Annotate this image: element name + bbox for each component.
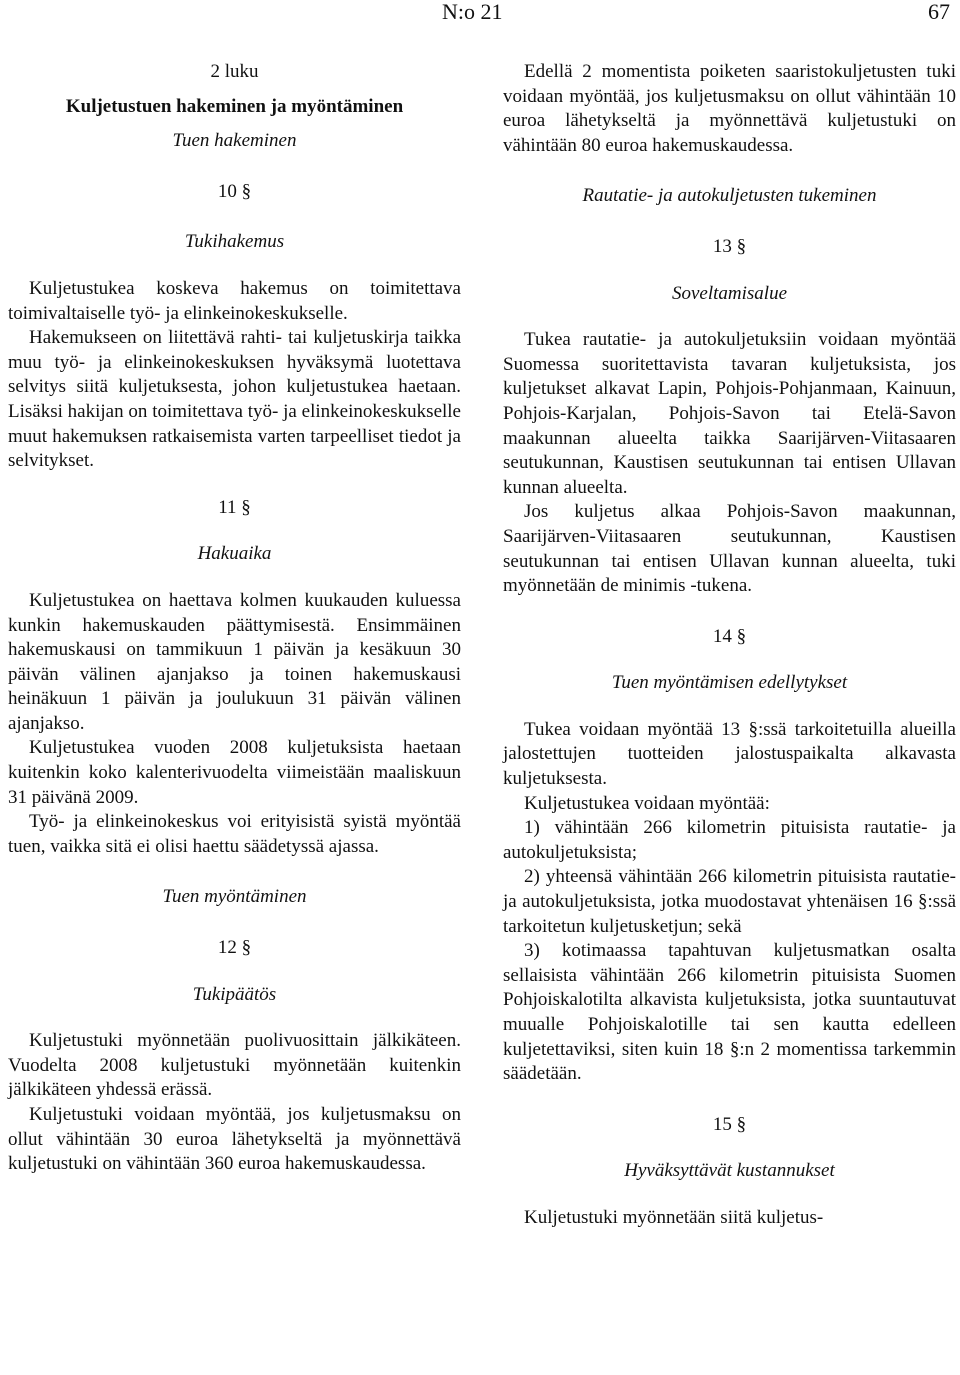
paragraph: Työ- ja elinkeinokeskus voi erityisistä syistä myöntää tuen, vaikka sitä ei olisi haettu säädetyssä ajassa. bbox=[8, 811, 461, 857]
section-number: 11 § bbox=[218, 496, 251, 518]
paragraph: Kuljetustuki myönnetään puolivuosittain jälkikäteen. Vuodelta 2008 kuljetustuki myönnetään kuitenkin jälkikäteen yhdessä erässä. bbox=[8, 1030, 461, 1101]
paragraph: Kuljetustukea koskeva hakemus on toimitettava toimivaltaiselle työ- ja elinkeinokeskukselle. bbox=[8, 277, 461, 324]
paragraph: Jos kuljetus alkaa Pohjois-Savon maakunnan, Saarijärven-Viitasaaren seutukunnan, Kaustisen seutukunnan tai entisen Ullavan kunnan alueelta, tuki myönnetään de minimis -tukena. bbox=[503, 501, 956, 597]
section-number: 14 § bbox=[712, 625, 747, 647]
paragraph: Kuljetustukea voidaan myöntää: bbox=[524, 792, 770, 814]
section-title: Tukihakemus bbox=[184, 231, 285, 253]
section-title: Tuen myöntämisen edellytykset bbox=[611, 672, 848, 694]
paragraph: Kuljetustukea vuoden 2008 kuljetuksista haetaan kuitenkin koko kalenterivuodelta viimeistään maaliskuun 31 päivänä 2009. bbox=[8, 737, 461, 808]
section-number: 13 § bbox=[712, 235, 747, 257]
journal-number: N:o 21 bbox=[442, 0, 503, 24]
section-title: Tukipäätös bbox=[192, 983, 277, 1005]
left-column bbox=[8, 60, 461, 1177]
paragraph: Hakemukseen on liitettävä rahti- tai kuljetuskirja taikka muu työ- ja elinkeinokeskuksen hyväksymä luotettava selvitys siitä kuljetuksesta, johon kuljetustukea haetaan. Lisäksi hakijan on toimitettava työ- ja elinkeinokeskukselle muut hakemuksen ratkaisemista varten tarpeelliset tiedot ja selvitykset. bbox=[8, 327, 461, 472]
section-number: 15 § bbox=[712, 1113, 747, 1135]
section-group-heading: Tuen myöntäminen bbox=[162, 886, 307, 908]
paragraph: Tukea voidaan myöntää 13 §:ssä tarkoitetuilla alueilla jalostettujen tuotteiden jalostuspaikalta alkavasta kuljetuksesta. bbox=[503, 718, 956, 790]
page-header bbox=[0, 0, 960, 30]
paragraph: Kuljetustukea on haettava kolmen kuukauden kuluessa kunkin hakemuskauden päättymisestä. Ensimmäinen hakemuskausi on tammikuun 1 päivän ja kesäkuun 30 päivän välinen ajanjakso ja toinen hakemuskausi heinäkuun 1 päivän ja joulukuun 31 päivän välinen ajanjakso. bbox=[8, 589, 461, 734]
section-group-heading: Rautatie- ja autokuljetusten tukeminen bbox=[582, 185, 877, 207]
paragraph: Kuljetustuki myönnetään siitä kuljetus- bbox=[524, 1206, 824, 1228]
section-number: 10 § bbox=[217, 180, 252, 202]
right-column bbox=[503, 60, 956, 1231]
paragraph: Edellä 2 momentista poiketen saaristokuljetusten tuki voidaan myöntää, jos kuljetusmaksu on ollut vähintään 10 euroa lähetykseltä ja myönnettävä kuljetustuki on vähintään 80 euroa hakemuskaudessa. bbox=[503, 61, 956, 156]
paragraph: Kuljetustuki voidaan myöntää, jos kuljetusmaksu on ollut vähintään 30 euroa lähetykseltä ja myönnettävä kuljetustuki on vähintään 360 euroa hakemuskaudessa. bbox=[8, 1104, 461, 1175]
section-title: Soveltamisalue bbox=[671, 282, 788, 304]
section-title: Hakuaika bbox=[197, 543, 272, 565]
section-title: Hyväksyttävät kustannukset bbox=[624, 1160, 835, 1182]
section-group-heading: Tuen hakeminen bbox=[172, 130, 297, 152]
chapter-number: 2 luku bbox=[210, 61, 259, 82]
paragraph: Tukea rautatie- ja autokuljetuksiin voidaan myöntää Suomessa suoritettavista tavaran kuljetuksista, jos kuljetukset alkavat Lapin, Pohjois-Pohjanmaan, Kainuun, Pohjois-Karjalan, Pohjois-Savon tai Etelä-Savon maakunnan alueelta taikka Saarijärven-Viitasaaren seutukunnan, Kaustisen seutukunnan tai entisen Ullavan kunnan alueelta. bbox=[503, 329, 956, 498]
list-item: 1) vähintään 266 kilometrin pituisista rautatie- ja autokuljetuksista; bbox=[503, 817, 956, 863]
list-item: 3) kotimaassa tapahtuvan kuljetusmatkan osalta sellaisista vähintään 266 kilometrin pituisista Suomen Pohjoiskalotilta alkavista kuljetuksista, jotka suuntautuvat muualle Pohjoiskalotille tai sen kautta edelleen kuljetettaviksi, siten kuin 18 §:n 2 momentissa tarkemmin säädetään. bbox=[503, 940, 956, 1085]
page-number: 67 bbox=[928, 0, 950, 24]
chapter-title: Kuljetustuen hakeminen ja myöntäminen bbox=[65, 95, 404, 117]
list-item: 2) yhteensä vähintään 266 kilometrin pituisista rautatie- ja autokuljetuksista, jotka muodostavat yhtenäisen 16 §:ssä tarkoitetun kuljetusketjun; sekä bbox=[503, 866, 956, 937]
section-number: 12 § bbox=[217, 937, 252, 959]
